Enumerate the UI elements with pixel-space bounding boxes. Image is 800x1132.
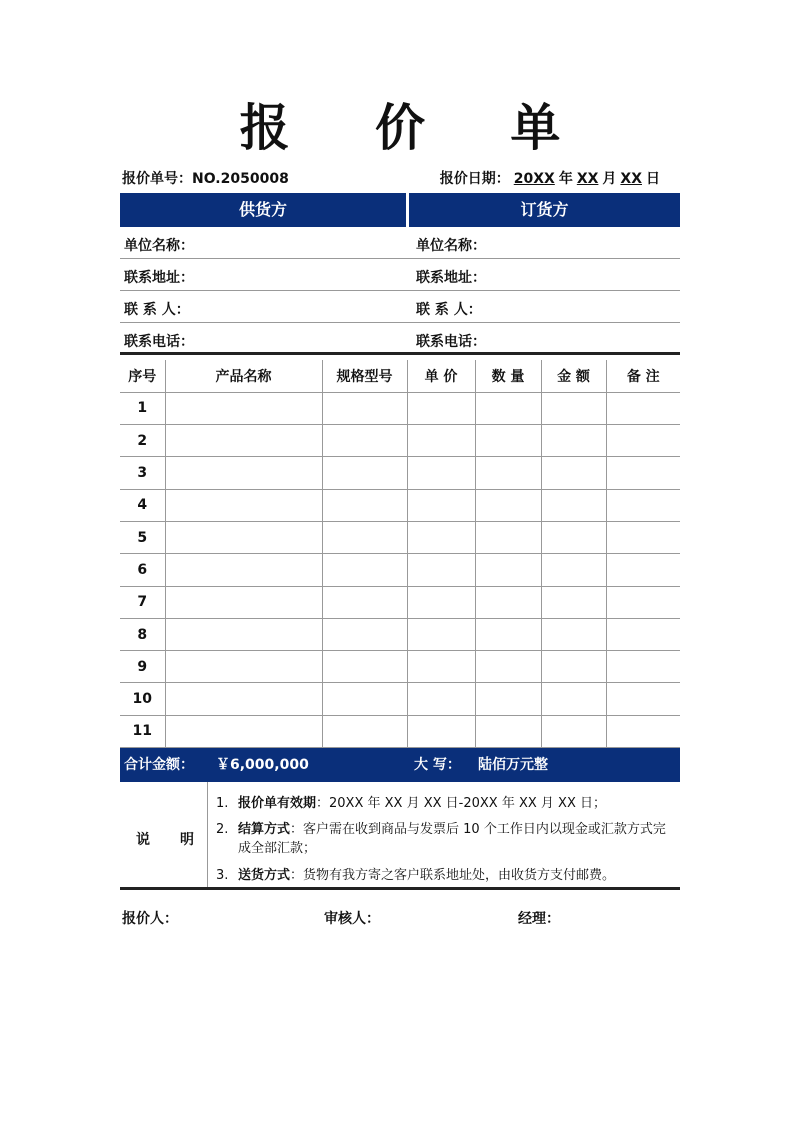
note-number: 1.: [216, 796, 229, 811]
notes-section: [120, 782, 680, 890]
col-header-index: 序号: [120, 360, 165, 392]
cell-spec: [322, 392, 407, 424]
cell-remarks: [606, 586, 680, 618]
table-row: [120, 586, 680, 618]
cell-index: 5: [120, 521, 165, 553]
cell-index: 1: [120, 392, 165, 424]
total-caps-value: 陆佰万元整: [478, 757, 548, 773]
cell-unit-price: [407, 554, 475, 586]
cell-index: 3: [120, 457, 165, 489]
cell-spec: [322, 618, 407, 650]
cell-product: [165, 618, 322, 650]
cell-unit-price: [407, 715, 475, 747]
cell-index: 9: [120, 651, 165, 683]
cell-quantity: [475, 521, 541, 553]
items-table-header: [120, 360, 680, 392]
note-title: 送货方式: [238, 868, 291, 883]
party-row: [120, 323, 680, 355]
table-row: [120, 392, 680, 424]
cell-unit-price: [407, 521, 475, 553]
col-header-quantity: 数 量: [475, 360, 541, 392]
cell-product: [165, 457, 322, 489]
quote-number-value: NO.2050008: [192, 171, 289, 187]
table-row: [120, 618, 680, 650]
cell-index: 4: [120, 489, 165, 521]
cell-amount: [541, 521, 606, 553]
cell-remarks: [606, 715, 680, 747]
cell-remarks: [606, 392, 680, 424]
cell-remarks: [606, 618, 680, 650]
table-row: [120, 651, 680, 683]
cell-remarks: [606, 651, 680, 683]
cell-amount: [541, 715, 606, 747]
notes-label-char: 说: [136, 832, 150, 848]
cell-unit-price: [407, 651, 475, 683]
table-row: [120, 425, 680, 457]
cell-product: [165, 586, 322, 618]
cell-quantity: [475, 683, 541, 715]
quote-date-label: 报价日期：: [439, 171, 510, 187]
cell-index: 11: [120, 715, 165, 747]
note-text: ：货物有我方寄之客户联系地址处，由收货方支付邮费。: [290, 868, 616, 883]
cell-product: [165, 489, 322, 521]
col-header-remarks: 备 注: [606, 360, 680, 392]
quote-date-month: XX: [576, 171, 599, 187]
cell-amount: [541, 554, 606, 586]
cell-amount: [541, 489, 606, 521]
cell-spec: [322, 425, 407, 457]
note-number: 3.: [216, 868, 229, 883]
cell-quantity: [475, 715, 541, 747]
cell-quantity: [475, 457, 541, 489]
party-row: [120, 227, 680, 259]
cell-spec: [322, 715, 407, 747]
note-title: 报价单有效期: [238, 796, 317, 811]
cell-quantity: [475, 554, 541, 586]
items-table: [120, 360, 680, 748]
note-text: ：20XX 年 XX 月 XX 日-20XX 年 XX 月 XX 日；: [316, 796, 606, 811]
buyer-header: 订货方: [409, 193, 680, 227]
table-row: [120, 715, 680, 747]
cell-spec: [322, 651, 407, 683]
note-item: [216, 866, 678, 885]
cell-product: [165, 392, 322, 424]
total-caps-label: 大 写：: [414, 757, 461, 773]
cell-product: [165, 425, 322, 457]
note-item: [216, 820, 678, 858]
note-item: [216, 794, 678, 813]
cell-product: [165, 521, 322, 553]
note-number: 2.: [216, 822, 229, 837]
cell-remarks: [606, 425, 680, 457]
total-amount: ￥6,000,000: [216, 757, 309, 773]
supplier-field-label: 单位名称：: [124, 238, 194, 254]
total-bar: [120, 748, 680, 782]
cell-quantity: [475, 489, 541, 521]
cell-amount: [541, 586, 606, 618]
table-row: [120, 457, 680, 489]
notes-label-char: 明: [180, 832, 194, 848]
quote-number: [122, 168, 289, 188]
quote-date-month-unit: 月: [602, 171, 617, 187]
cell-amount: [541, 457, 606, 489]
table-row: [120, 489, 680, 521]
cell-product: [165, 554, 322, 586]
table-row: [120, 683, 680, 715]
notes-label: [120, 782, 208, 887]
cell-index: 8: [120, 618, 165, 650]
col-header-amount: 金 额: [541, 360, 606, 392]
buyer-field-label: 联 系 人：: [416, 302, 482, 318]
buyer-field-label: 单位名称：: [416, 238, 486, 254]
table-row: [120, 521, 680, 553]
cell-unit-price: [407, 425, 475, 457]
cell-spec: [322, 554, 407, 586]
quote-meta: [120, 166, 680, 190]
cell-index: 6: [120, 554, 165, 586]
cell-spec: [322, 586, 407, 618]
quote-date-year: 20XX: [513, 171, 555, 187]
cell-remarks: [606, 554, 680, 586]
cell-product: [165, 683, 322, 715]
cell-quantity: [475, 425, 541, 457]
cell-spec: [322, 457, 407, 489]
note-title: 结算方式: [238, 822, 291, 837]
col-header-spec: 规格型号: [322, 360, 407, 392]
cell-amount: [541, 392, 606, 424]
cell-product: [165, 715, 322, 747]
cell-quantity: [475, 651, 541, 683]
cell-index: 10: [120, 683, 165, 715]
cell-remarks: [606, 489, 680, 521]
quote-date-day-unit: 日: [646, 171, 660, 187]
cell-quantity: [475, 618, 541, 650]
cell-product: [165, 651, 322, 683]
buyer-field-label: 联系地址：: [416, 270, 486, 286]
cell-unit-price: [407, 392, 475, 424]
cell-unit-price: [407, 586, 475, 618]
total-label: 合计金额：: [124, 757, 194, 773]
cell-unit-price: [407, 457, 475, 489]
quote-date: [440, 168, 660, 188]
cell-spec: [322, 489, 407, 521]
supplier-field-label: 联系电话：: [124, 334, 194, 350]
quote-date-day: XX: [620, 171, 642, 187]
cell-remarks: [606, 521, 680, 553]
table-row: [120, 554, 680, 586]
col-header-unit-price: 单 价: [407, 360, 475, 392]
quote-number-label: 报价单号：: [122, 171, 192, 187]
party-row: [120, 259, 680, 291]
col-header-product: 产品名称: [165, 360, 322, 392]
supplier-header: 供货方: [120, 193, 406, 227]
buyer-field-label: 联系电话：: [416, 334, 486, 350]
reviewer-label: 审核人：: [324, 911, 380, 927]
cell-quantity: [475, 392, 541, 424]
cell-amount: [541, 683, 606, 715]
cell-unit-price: [407, 683, 475, 715]
quote-date-year-unit: 年: [558, 171, 573, 187]
cell-amount: [541, 618, 606, 650]
cell-index: 7: [120, 586, 165, 618]
cell-unit-price: [407, 489, 475, 521]
page-title: 报 价 单: [239, 99, 595, 157]
manager-label: 经理：: [518, 911, 560, 927]
cell-spec: [322, 683, 407, 715]
note-text: ：客户需在收到商品与发票后 10 个工作日内以现金或汇款方式完成全部汇款；: [238, 822, 666, 856]
quoter-label: 报价人：: [122, 911, 178, 927]
supplier-field-label: 联系地址：: [124, 270, 194, 286]
cell-remarks: [606, 683, 680, 715]
cell-amount: [541, 651, 606, 683]
cell-amount: [541, 425, 606, 457]
cell-quantity: [475, 586, 541, 618]
party-row: [120, 291, 680, 323]
notes-body: [208, 782, 680, 887]
supplier-field-label: 联 系 人：: [124, 302, 190, 318]
party-info: [120, 227, 680, 355]
cell-remarks: [606, 457, 680, 489]
cell-index: 2: [120, 425, 165, 457]
cell-unit-price: [407, 618, 475, 650]
cell-spec: [322, 521, 407, 553]
